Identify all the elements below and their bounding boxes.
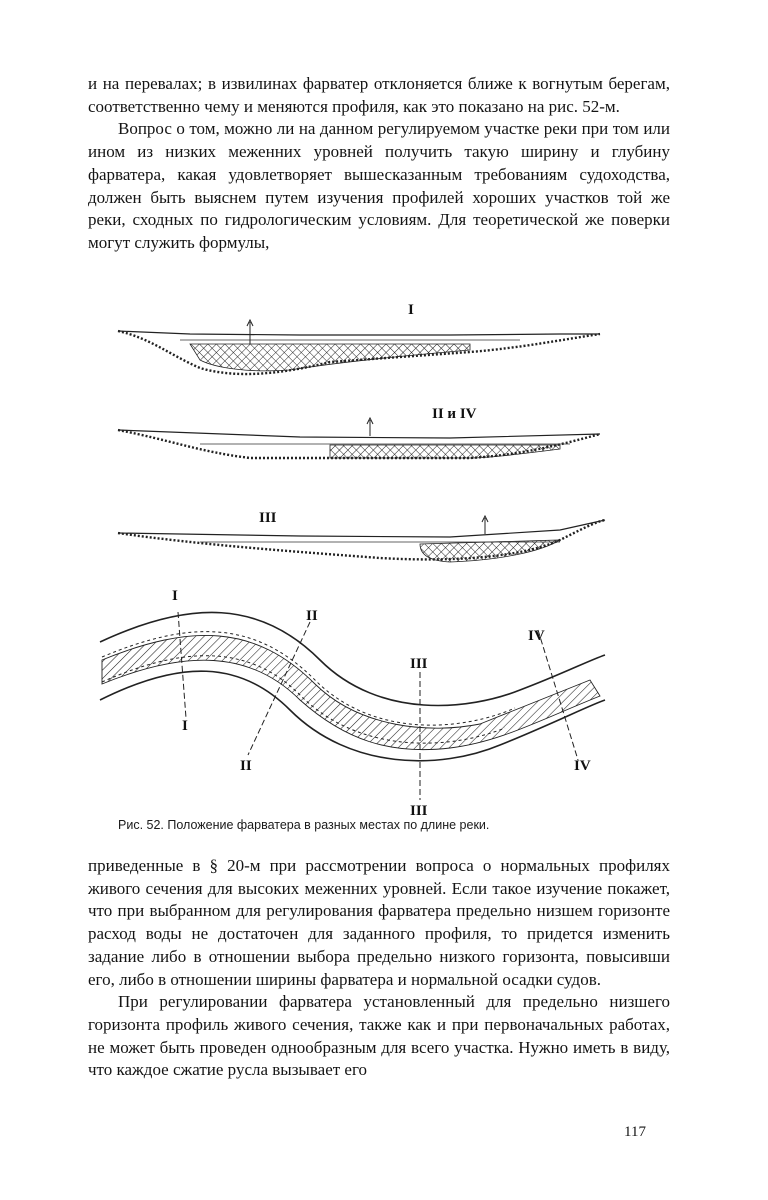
paragraph: и на перевалах; в извилинах фарватер отклоняется ближе к вогнутым берегам, соответственно чему и меняются профиля, как это показано на рис. 52-м.: [88, 74, 670, 116]
plan-label-2b: II: [240, 758, 252, 774]
plan-label-1: I: [172, 588, 178, 604]
river-plan-view: [100, 588, 605, 819]
cross-section-2-4: [118, 406, 600, 458]
plan-label-1b: I: [182, 718, 188, 734]
profile-1-label: I: [408, 302, 414, 318]
profile-3-label: III: [259, 510, 277, 526]
figure-caption: Рис. 52. Положение фарватера в разных местах по длине реки.: [118, 818, 490, 832]
paragraph: При регулировании фарватера установленный для предельно низшего горизонта профиль живого сечения, также как и при первоначальных работах, не может быть проведен однообразным для всего участка. Нужно иметь в виду, что каждое сжатие русла вызывает его: [88, 992, 670, 1080]
profile-2-4-label: II и IV: [432, 406, 477, 422]
plan-label-2: II: [306, 608, 318, 624]
plan-label-4b: IV: [574, 758, 591, 774]
paragraph: Вопрос о том, можно ли на данном регулируемом участке реки при том или ином из низких меженних уровней получить такую ширину и глубину фарватера, какая удовлетворяет вышесказанным требованиям судоходства, должен быть выяснем путем изучения профилей хороших участков той же реки, сходных по гидрологическим условиям. Для теоретической же поверки могут служить формулы,: [88, 119, 670, 252]
plan-label-3b: III: [410, 803, 428, 819]
plan-label-4: IV: [528, 628, 545, 644]
page-number: 117: [624, 1124, 646, 1140]
paragraph: приведенные в § 20-м при рассмотрении вопроса о нормальных профилях живого сечения для высоких меженних уровней. Если такое изучение покажет, что при выбранном для регулирования фарватера предельно низшем горизонте расход воды не достаточен для заданного профиля, то придется изменить задание либо в отношении выбора предельно низкого горизонта, повысивши его, либо в отношении ширины фарватера и нормальной осадки судов.: [88, 856, 670, 989]
plan-label-3: III: [410, 656, 428, 672]
cross-section-1: [118, 302, 600, 374]
cross-section-3: [118, 510, 605, 562]
text-block-bottom: [88, 855, 670, 1082]
